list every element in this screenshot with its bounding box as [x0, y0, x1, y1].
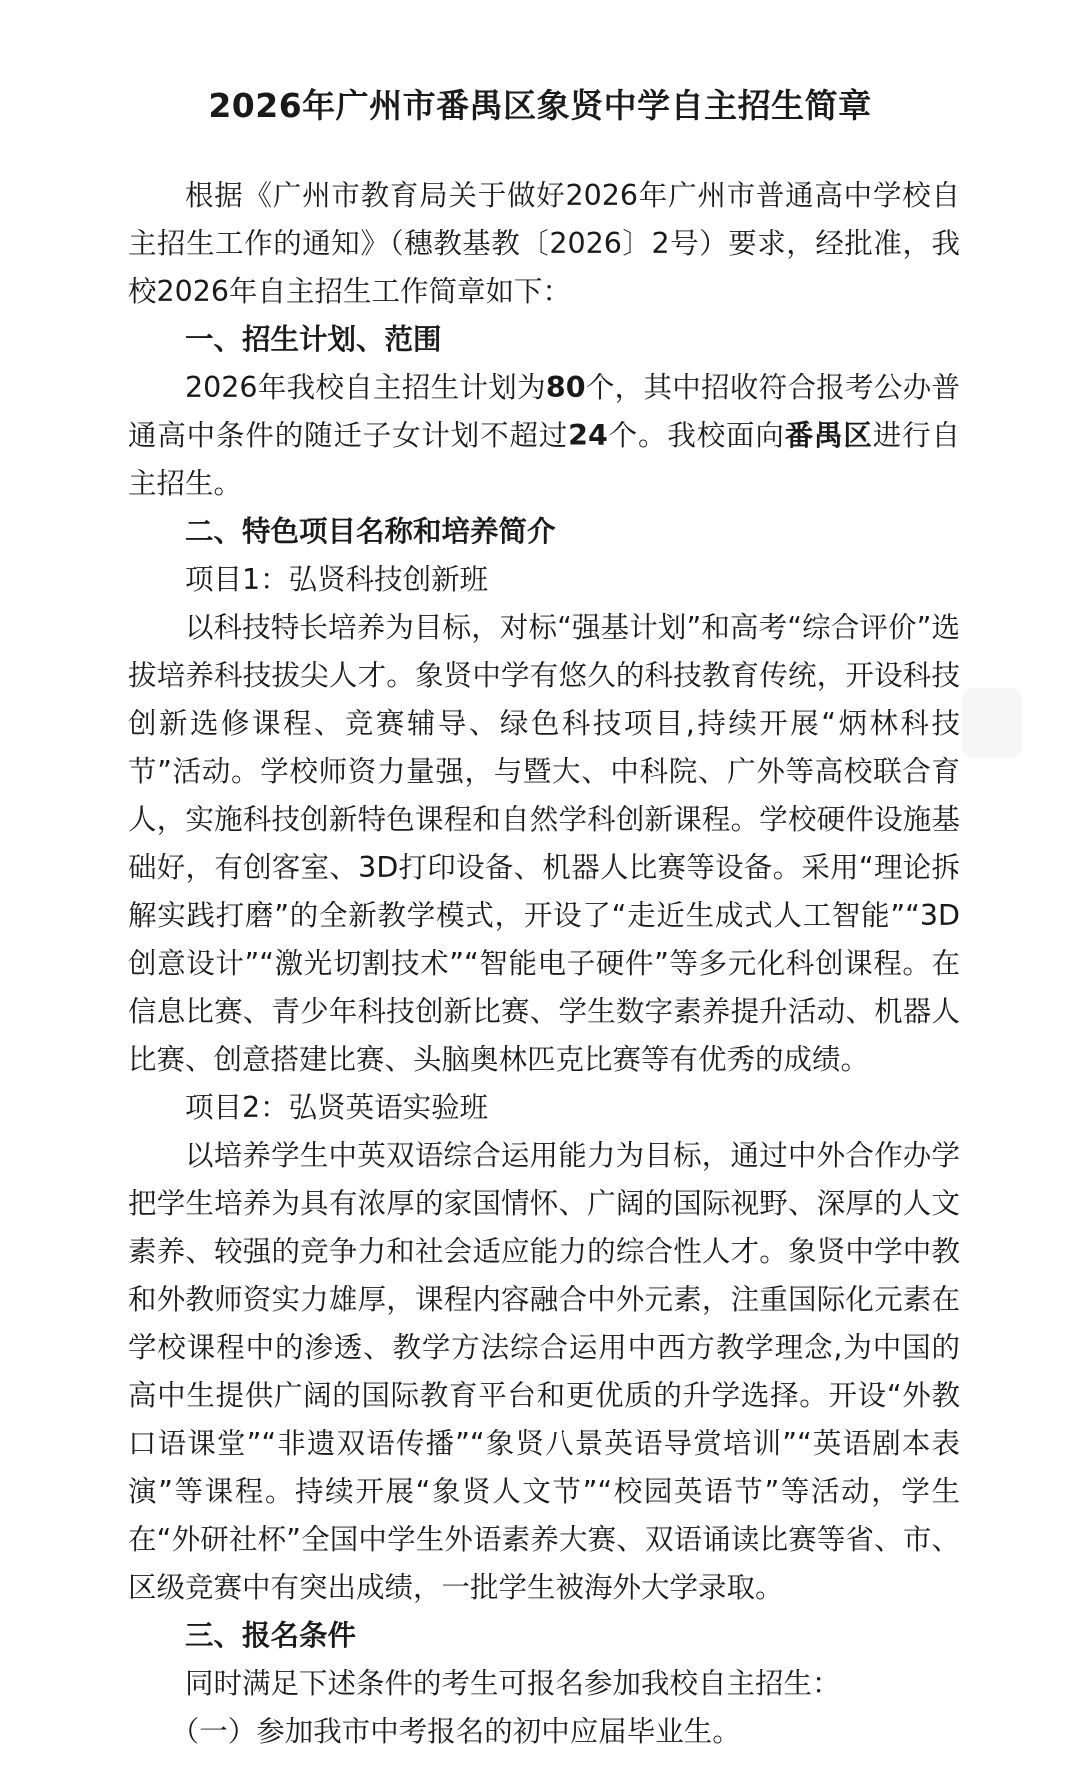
section-3-intro: 同时满足下述条件的考生可报名参加我校自主招生：: [185, 1667, 841, 1700]
section-2-heading: 二、特色项目名称和培养简介: [185, 515, 556, 548]
section-1-text-a: 2026年我校自主招生计划为: [185, 371, 546, 404]
section-3-heading: 三、报名条件: [185, 1619, 357, 1652]
section-1-text-c: 个。我校面向: [607, 419, 785, 452]
project-2-title: 项目2：弘贤英语实验班: [185, 1091, 489, 1124]
section-1-heading: 一、招生计划、范围: [185, 323, 442, 356]
project-1-title: 项目1：弘贤科技创新班: [185, 563, 489, 596]
migrant-count: 24: [568, 419, 608, 452]
plan-count: 80: [545, 371, 586, 404]
project-2-description: 以培养学生中英双语综合运用能力为目标，通过中外合作办学把学生培养为具有浓厚的家国情怀、广阔的国际视野、深厚的人文素养、较强的竞争力和社会适应能力的综合性人才。象贤中学中教和外教师资实力雄厚，课程内容融合中外元素，注重国际化元素在学校课程中的渗透、教学方法综合运用中西方教学理念,为中国的高中生提供广阔的国际教育平台和更优质的升学选择。开设“外教口语课堂”“非遗双语传播”“象贤八景英语导赏培训”“英语剧本表演”等课程。持续开展“象贤人文节”“校园英语节”等活动，学生在“外研社杯”全国中学生外语素养大赛、双语诵读比赛等省、市、区级竞赛中有突出成绩，一批学生被海外大学录取。: [128, 1139, 960, 1604]
district-name: 番禺区: [784, 419, 873, 452]
section-1-paragraph: [128, 364, 960, 508]
section-1-text-b: 个，其中招收符合报考公办普通高中条件的随迁子女计划不超过: [128, 371, 960, 452]
section-1-text-d: 进行自主招生。: [128, 419, 960, 500]
intro-paragraph: 根据《广州市教育局关于做好2026年广州市普通高中学校自主招生工作的通知》（穗教基教〔2026〕2号）要求，经批准，我校2026年自主招生工作简章如下：: [128, 179, 960, 308]
document-title: 2026年广州市番禺区象贤中学自主招生简章: [208, 86, 872, 125]
condition-1: （一）参加我市中考报名的初中应届毕业生。: [170, 1715, 741, 1748]
project-1-description: 以科技特长培养为目标，对标“强基计划”和高考“综合评价”选拔培养科技拔尖人才。象贤中学有悠久的科技教育传统，开设科技创新选修课程、竞赛辅导、绿色科技项目,持续开展“炳林科技节”活动。学校师资力量强，与暨大、中科院、广外等高校联合育人，实施科技创新特色课程和自然学科创新课程。学校硬件设施基础好，有创客室、3D打印设备、机器人比赛等设备。采用“理论拆解实践打磨”的全新教学模式，开设了“走近生成式人工智能”“3D创意设计”“激光切割技术”“智能电子硬件”等多元化科创课程。在信息比赛、青少年科技创新比赛、学生数字素养提升活动、机器人比赛、创意搭建比赛、头脑奥林匹克比赛等有优秀的成绩。: [128, 611, 960, 1076]
document-body: [128, 172, 960, 1756]
scan-smudge: [962, 688, 1022, 758]
